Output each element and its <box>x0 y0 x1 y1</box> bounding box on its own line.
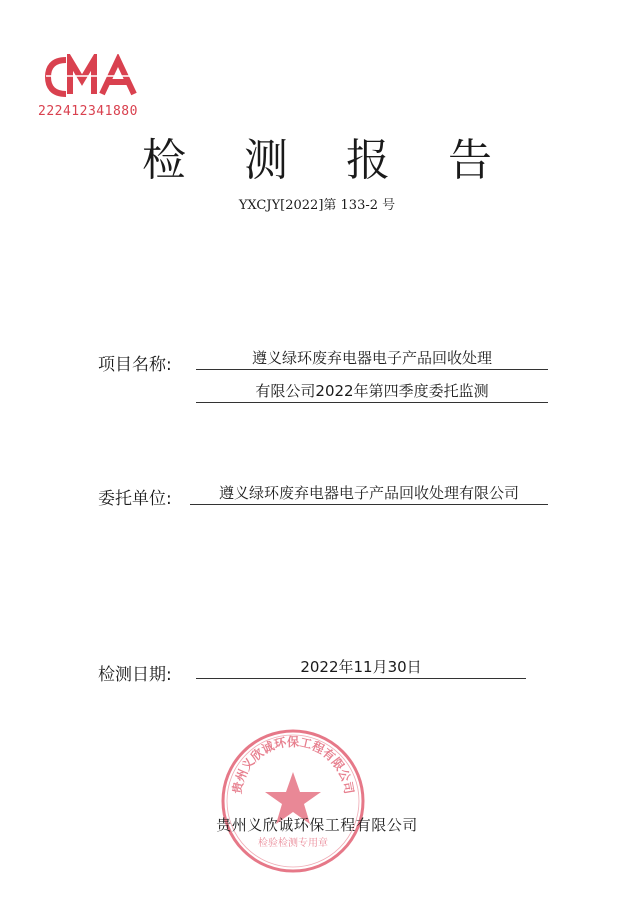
test-date-label: 检测日期: <box>98 665 172 685</box>
cma-logo <box>44 54 144 100</box>
test-date-value: 2022年11月30日 <box>196 656 526 679</box>
issuing-organization: 贵州义欣诚环保工程有限公司 <box>216 816 418 834</box>
project-name-label: 项目名称: <box>98 355 172 375</box>
client-label: 委托单位: <box>98 489 172 509</box>
report-number: YXCJY[2022]第 133-2 号 <box>238 198 396 213</box>
project-name-value-line1: 遵义绿环废弃电器电子产品回收处理 <box>196 347 548 370</box>
official-seal <box>218 726 368 876</box>
cma-certificate-number: 222412341880 <box>38 104 138 119</box>
svg-text:贵州义欣诚环保工程有限公司: 贵州义欣诚环保工程有限公司 <box>229 734 357 795</box>
svg-text:检验检测专用章: 检验检测专用章 <box>258 838 328 849</box>
project-name-value-line2: 有限公司2022年第四季度委托监测 <box>196 380 548 403</box>
report-title: 检 测 报 告 <box>142 135 514 186</box>
client-value: 遵义绿环废弃电器电子产品回收处理有限公司 <box>190 482 548 505</box>
